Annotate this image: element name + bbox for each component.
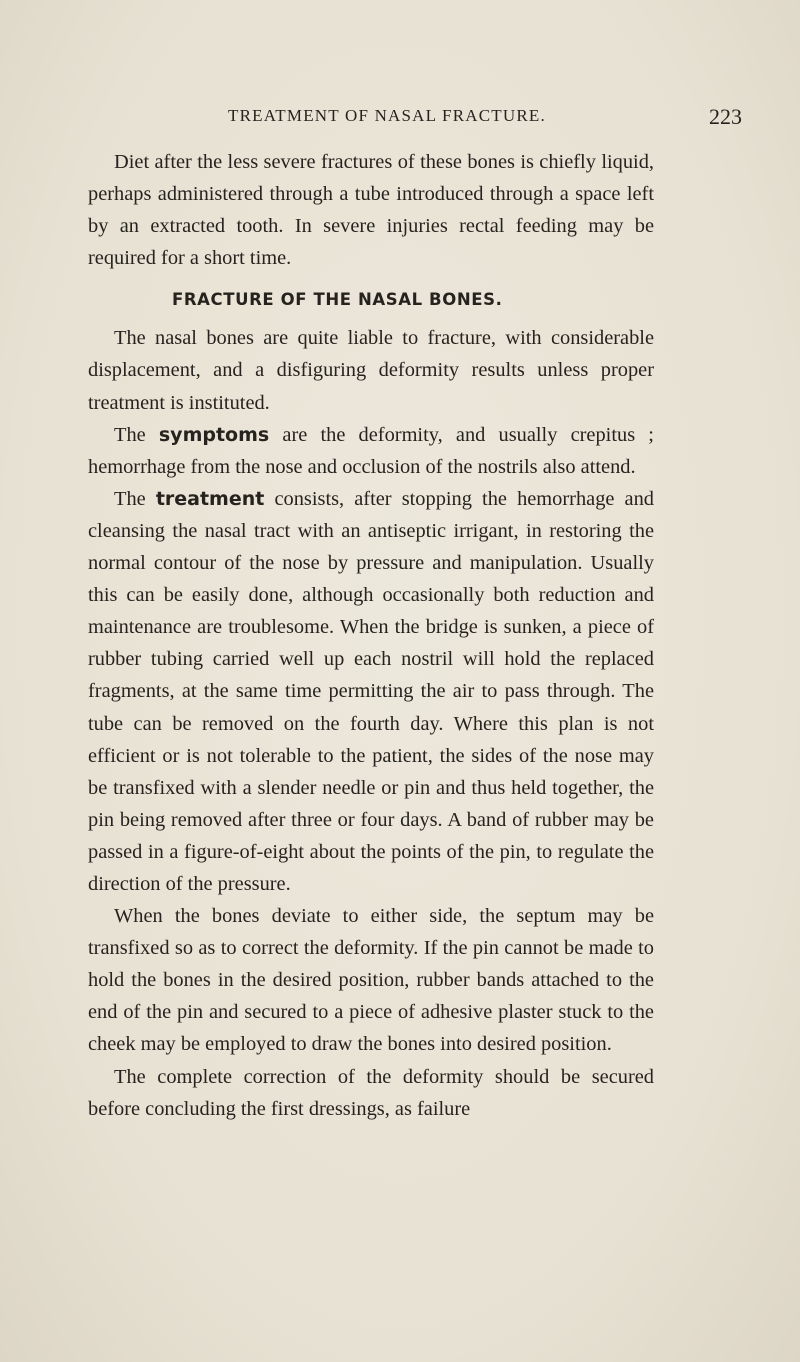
paragraph-treatment-lead: The xyxy=(114,487,156,510)
treatment-run-in-heading: treatment xyxy=(155,487,265,510)
body-text xyxy=(88,146,654,1125)
paragraph-correction: The complete correction of the deformity should be secured before concluding the first dressings, as failure xyxy=(88,1065,654,1120)
page-number: 223 xyxy=(709,104,742,129)
section-heading: FRACTURE OF THE NASAL BONES. xyxy=(172,290,503,310)
running-title: TREATMENT OF NASAL FRACTURE. xyxy=(228,106,546,125)
paragraph-treatment xyxy=(88,483,654,900)
intro-paragraph: Diet after the less severe fractures of these bones is chiefly liquid, perhaps administered through a tube introduced through a space left by an extracted tooth. In severe injuries rectal feeding may be required for a short time. xyxy=(88,151,654,270)
paragraph-symptoms-text: are the deformity, and usually crepitus ; hemorrhage from the nose and occlusion of the nostrils also attend. xyxy=(88,423,654,478)
paragraph-treatment-text: consists, after stopping the hemorrhage and cleansing the nasal tract with an antiseptic irrigant, in restoring the normal contour of the nose by pressure and manipulation. Usually this can be easily done, although occasionally both reduction and maintenance are troublesome. When the bridge is sunken, a piece of rubber tubing carried well up each nostril will hold the replaced fragments, at the same time permitting the air to pass through. The tube can be removed on the fourth day. Where this plan is not efficient or is not tolerable to the patient, the sides of the nose may be transfixed with a slender needle or pin and thus held together, the pin being removed after three or four days. A band of rubber may be passed in a figure-of-eight about the points of the pin, to regulate the direction of the pressure. xyxy=(88,487,654,895)
paragraph-symptoms-lead: The xyxy=(114,423,159,446)
paragraph-deviation: When the bones deviate to either side, the septum may be transfixed so as to correct the deformity. If the pin cannot be made to hold the bones in the desired position, rubber bands attached to the end of the pin and secured to a piece of adhesive plaster stuck to the cheek may be employed to draw the bones into desired position. xyxy=(88,905,654,1056)
symptoms-run-in-heading: symptoms xyxy=(158,423,270,446)
paragraph-symptoms xyxy=(88,419,654,483)
running-head xyxy=(88,106,742,136)
paragraph-nasal-bones: The nasal bones are quite liable to fracture, with considerable displacement, and a disfiguring deformity results unless proper treatment is instituted. xyxy=(88,327,654,414)
